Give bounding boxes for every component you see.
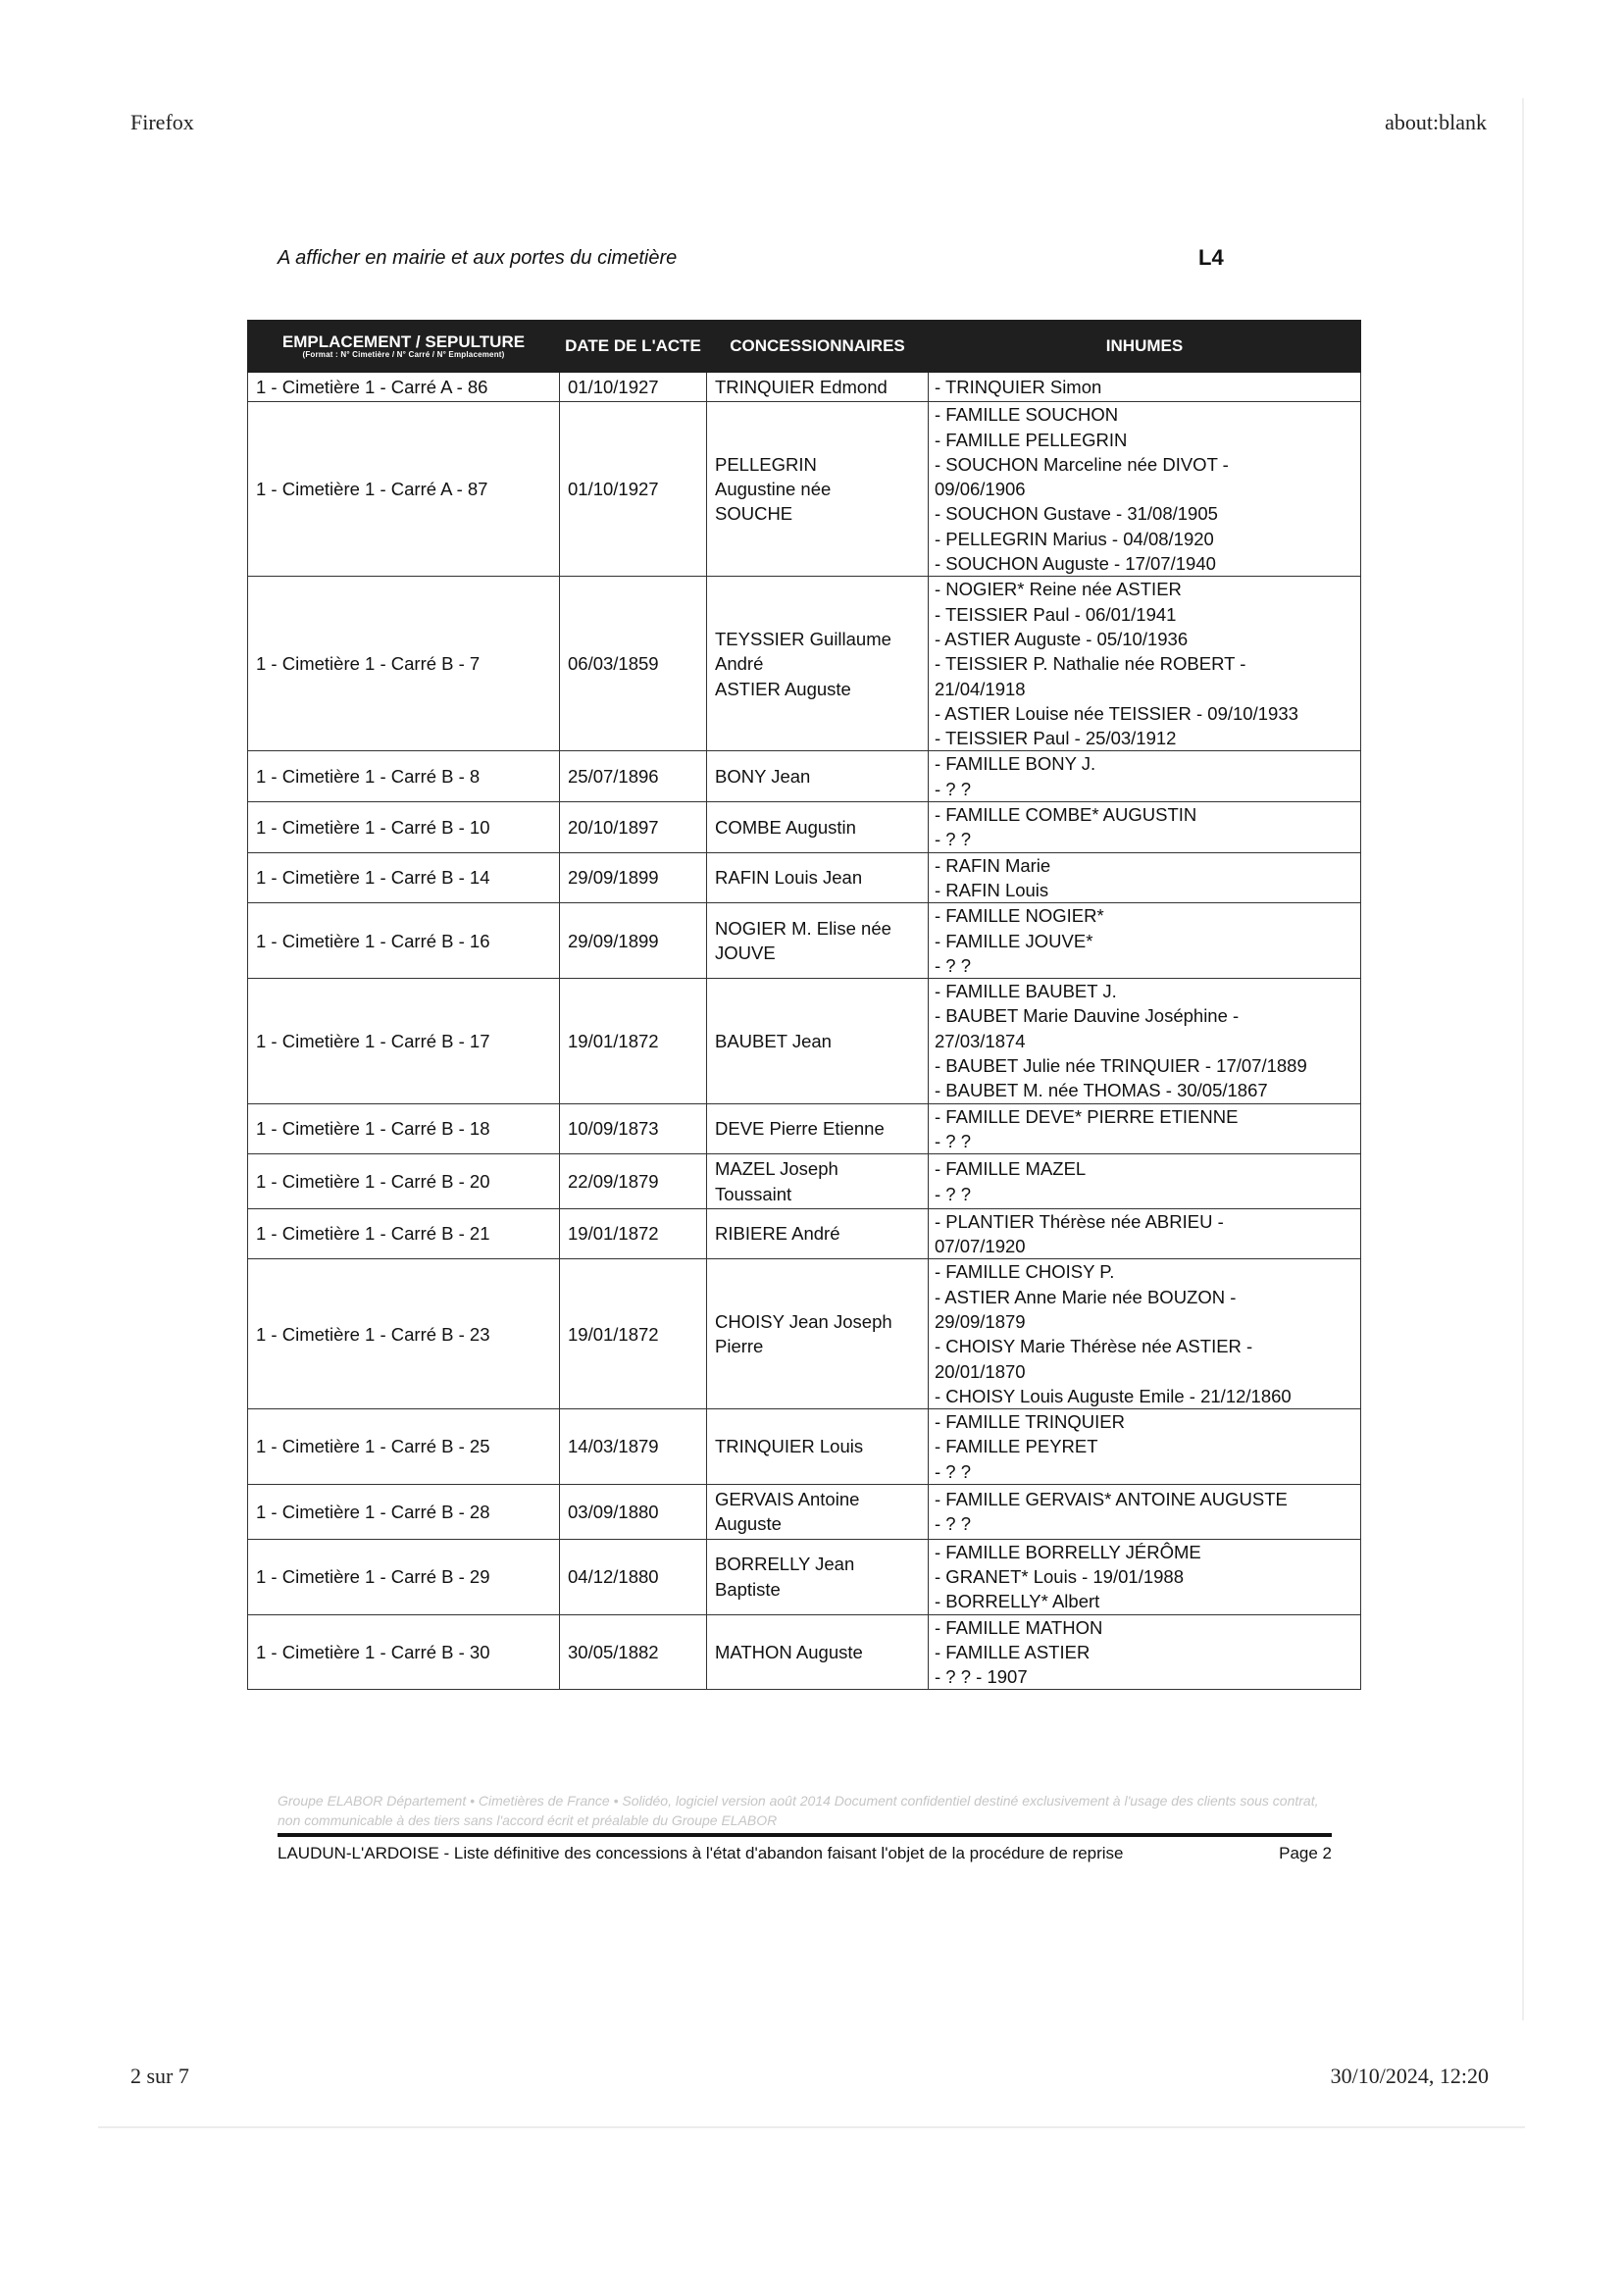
table-header-row: [248, 321, 1361, 373]
buried-line: - TEISSIER Paul - 06/01/1941: [935, 603, 1177, 625]
buried-line: - FAMILLE DEVE* PIERRE ETIENNE: [935, 1105, 1239, 1127]
buried-line: - TRINQUIER Simon: [935, 377, 1102, 397]
table-body: [248, 373, 1361, 1690]
table-row: [248, 852, 1361, 903]
buried-line: - ? ? - 1907: [935, 1666, 1028, 1688]
cell-date: 19/01/1872: [560, 979, 707, 1103]
table-row: [248, 1103, 1361, 1154]
cell-location: 1 - Cimetière 1 - Carré B - 16: [248, 903, 560, 979]
buried-line: - SOUCHON Gustave - 31/08/1905: [935, 503, 1218, 525]
buried-line: - BAUBET M. née THOMAS - 30/05/1867: [935, 1080, 1268, 1101]
holder-line: BAUBET Jean: [715, 1030, 832, 1051]
holder-line: Augustine née: [715, 479, 832, 500]
cell-holders: [707, 751, 929, 802]
browser-app-name: Firefox: [130, 110, 194, 134]
buried-line: - CHOISY Louis Auguste Emile - 21/12/1860: [935, 1385, 1292, 1406]
table-row: [248, 373, 1361, 402]
cell-buried: [929, 1614, 1361, 1690]
footer-title: LAUDUN-L'ARDOISE - Liste définitive des concessions à l'état d'abandon faisant l'objet de la procédure de reprise: [278, 1844, 1124, 1862]
table-row: [248, 1409, 1361, 1485]
cell-date: 29/09/1899: [560, 852, 707, 903]
holder-line: ASTIER Auguste: [715, 678, 851, 699]
holder-line: RIBIERE André: [715, 1223, 840, 1245]
buried-line: - FAMILLE PELLEGRIN: [935, 429, 1128, 450]
buried-line: 20/01/1870: [935, 1360, 1026, 1382]
footer-text: [278, 1844, 1332, 1863]
buried-line: - FAMILLE SOUCHON: [935, 404, 1119, 426]
footer-rule: [278, 1833, 1332, 1837]
buried-line: - FAMILLE COMBE* AUGUSTIN: [935, 804, 1197, 826]
buried-line: - FAMILLE BAUBET J.: [935, 981, 1117, 1002]
cell-buried: [929, 1208, 1361, 1259]
holder-line: TRINQUIER Edmond: [715, 377, 888, 397]
cell-date: 04/12/1880: [560, 1539, 707, 1614]
buried-line: - ? ?: [935, 1130, 972, 1151]
cell-buried: [929, 373, 1361, 402]
buried-line: 07/07/1920: [935, 1236, 1026, 1257]
buried-line: - ASTIER Auguste - 05/10/1936: [935, 628, 1189, 649]
buried-line: - ? ?: [935, 1513, 972, 1535]
cell-holders: [707, 979, 929, 1103]
buried-line: - NOGIER* Reine née ASTIER: [935, 579, 1182, 600]
buried-line: - FAMILLE MATHON: [935, 1616, 1103, 1638]
buried-line: - BAUBET Julie née TRINQUIER - 17/07/1889: [935, 1055, 1307, 1077]
cell-buried: [929, 1154, 1361, 1209]
buried-line: - FAMILLE BORRELLY JÉRÔME: [935, 1541, 1201, 1562]
buried-line: - FAMILLE JOUVE*: [935, 930, 1093, 951]
browser-url: about:blank: [1385, 110, 1487, 134]
buried-line: - PLANTIER Thérèse née ABRIEU -: [935, 1210, 1224, 1232]
buried-line: - FAMILLE TRINQUIER: [935, 1411, 1125, 1433]
cell-buried: [929, 1103, 1361, 1154]
cell-holders: [707, 1208, 929, 1259]
holder-line: GERVAIS Antoine: [715, 1489, 860, 1510]
holder-line: Baptiste: [715, 1578, 781, 1600]
column-header-buried: INHUMES: [929, 321, 1361, 373]
buried-line: - FAMILLE PEYRET: [935, 1436, 1098, 1457]
buried-line: - ASTIER Louise née TEISSIER - 09/10/1933: [935, 702, 1298, 724]
buried-line: - TEISSIER P. Nathalie née ROBERT -: [935, 653, 1246, 675]
holder-line: NOGIER M. Elise née: [715, 917, 891, 939]
holder-line: Pierre: [715, 1336, 764, 1357]
table-row: [248, 1208, 1361, 1259]
cell-location: 1 - Cimetière 1 - Carré B - 29: [248, 1539, 560, 1614]
buried-line: - FAMILLE GERVAIS* ANTOINE AUGUSTE: [935, 1489, 1288, 1510]
buried-line: - FAMILLE CHOISY P.: [935, 1261, 1115, 1283]
buried-line: - ? ?: [935, 778, 972, 799]
buried-line: - ? ?: [935, 829, 972, 850]
buried-line: 09/06/1906: [935, 479, 1026, 500]
cell-holders: [707, 802, 929, 853]
holder-line: MAZEL Joseph: [715, 1158, 838, 1180]
buried-line: - PELLEGRIN Marius - 04/08/1920: [935, 528, 1214, 549]
cell-location: 1 - Cimetière 1 - Carré B - 21: [248, 1208, 560, 1259]
buried-line: 29/09/1879: [935, 1310, 1026, 1332]
holder-line: André: [715, 653, 764, 675]
cell-buried: [929, 802, 1361, 853]
cell-location: 1 - Cimetière 1 - Carré B - 20: [248, 1154, 560, 1209]
table-row: [248, 903, 1361, 979]
column-header-holders: CONCESSIONNAIRES: [707, 321, 929, 373]
buried-line: - TEISSIER Paul - 25/03/1912: [935, 728, 1177, 749]
holder-line: PELLEGRIN: [715, 453, 817, 475]
footer-disclaimer: Groupe ELABOR Département • Cimetières de France • Solidéo, logiciel version août 2014 Document confidentiel destiné exclusivement à l'usage des clients sous contrat, non communicable à des tiers sans l'accord écrit et préalable du Groupe ELABOR: [278, 1793, 1319, 1828]
holder-line: BONY Jean: [715, 766, 811, 788]
cell-date: 03/09/1880: [560, 1485, 707, 1540]
cell-buried: [929, 979, 1361, 1103]
cell-buried: [929, 903, 1361, 979]
cell-location: 1 - Cimetière 1 - Carré B - 8: [248, 751, 560, 802]
cell-holders: [707, 1614, 929, 1690]
cell-location: 1 - Cimetière 1 - Carré B - 7: [248, 577, 560, 751]
column-header-location-label: EMPLACEMENT / SEPULTURE: [281, 331, 526, 351]
cell-holders: [707, 1539, 929, 1614]
cell-date: 01/10/1927: [560, 402, 707, 577]
buried-line: - BAUBET Marie Dauvine Joséphine -: [935, 1005, 1240, 1027]
holder-line: JOUVE: [715, 943, 776, 964]
concessions-table: [247, 320, 1361, 1690]
scan-edge-horizontal: [98, 2126, 1525, 2128]
cell-location: 1 - Cimetière 1 - Carré B - 14: [248, 852, 560, 903]
table-row: [248, 402, 1361, 577]
cell-buried: [929, 1539, 1361, 1614]
cell-location: 1 - Cimetière 1 - Carré B - 30: [248, 1614, 560, 1690]
cell-location: 1 - Cimetière 1 - Carré B - 28: [248, 1485, 560, 1540]
buried-line: - RAFIN Marie: [935, 854, 1051, 876]
cell-date: 22/09/1879: [560, 1154, 707, 1209]
cell-buried: [929, 1259, 1361, 1409]
buried-line: 27/03/1874: [935, 1030, 1026, 1051]
holder-line: BORRELLY Jean: [715, 1554, 855, 1575]
holder-line: SOUCHE: [715, 503, 793, 525]
cell-location: 1 - Cimetière 1 - Carré A - 87: [248, 402, 560, 577]
cell-holders: [707, 903, 929, 979]
buried-line: - BORRELLY* Albert: [935, 1591, 1100, 1612]
holder-line: TRINQUIER Louis: [715, 1436, 864, 1457]
column-header-location-format: (Format : N° Cimetière / N° Carré / N° Emplacement): [302, 349, 505, 359]
cell-buried: [929, 577, 1361, 751]
buried-line: - ? ?: [935, 1183, 972, 1204]
holder-line: COMBE Augustin: [715, 816, 856, 838]
buried-line: - GRANET* Louis - 19/01/1988: [935, 1565, 1184, 1587]
cell-location: 1 - Cimetière 1 - Carré B - 25: [248, 1409, 560, 1485]
holder-line: RAFIN Louis Jean: [715, 867, 863, 889]
cell-holders: [707, 373, 929, 402]
holder-line: DEVE Pierre Etienne: [715, 1118, 885, 1140]
holder-line: Toussaint: [715, 1183, 792, 1204]
cell-date: 25/07/1896: [560, 751, 707, 802]
table-row: [248, 1259, 1361, 1409]
buried-line: - ? ?: [935, 1460, 972, 1482]
cell-date: 10/09/1873: [560, 1103, 707, 1154]
table-row: [248, 1154, 1361, 1209]
table-row: [248, 577, 1361, 751]
buried-line: - ASTIER Anne Marie née BOUZON -: [935, 1286, 1237, 1307]
cell-holders: [707, 1154, 929, 1209]
cell-holders: [707, 852, 929, 903]
buried-line: - FAMILLE NOGIER*: [935, 905, 1104, 927]
cell-buried: [929, 402, 1361, 577]
cell-holders: [707, 402, 929, 577]
table-row: [248, 1539, 1361, 1614]
cell-date: 20/10/1897: [560, 802, 707, 853]
cell-date: 19/01/1872: [560, 1259, 707, 1409]
cell-buried: [929, 1409, 1361, 1485]
holder-line: MATHON Auguste: [715, 1641, 863, 1662]
cell-buried: [929, 852, 1361, 903]
document-code: L4: [1198, 245, 1224, 270]
cell-date: 29/09/1899: [560, 903, 707, 979]
buried-line: - SOUCHON Auguste - 17/07/1940: [935, 553, 1216, 575]
table-row: [248, 979, 1361, 1103]
cell-date: 01/10/1927: [560, 373, 707, 402]
cell-holders: [707, 1103, 929, 1154]
cell-date: 14/03/1879: [560, 1409, 707, 1485]
column-header-date: DATE DE L'ACTE: [560, 321, 707, 373]
cell-location: 1 - Cimetière 1 - Carré B - 17: [248, 979, 560, 1103]
buried-line: - RAFIN Louis: [935, 879, 1049, 900]
buried-line: - SOUCHON Marceline née DIVOT -: [935, 453, 1229, 475]
cell-location: 1 - Cimetière 1 - Carré B - 10: [248, 802, 560, 853]
holder-line: CHOISY Jean Joseph: [715, 1310, 892, 1332]
buried-line: - ? ?: [935, 954, 972, 976]
cell-holders: [707, 577, 929, 751]
cell-date: 19/01/1872: [560, 1208, 707, 1259]
cell-location: 1 - Cimetière 1 - Carré A - 86: [248, 373, 560, 402]
table-row: [248, 802, 1361, 853]
cell-buried: [929, 751, 1361, 802]
buried-line: 21/04/1918: [935, 678, 1026, 699]
holder-line: Auguste: [715, 1513, 782, 1535]
buried-line: - FAMILLE MAZEL: [935, 1158, 1087, 1180]
cell-holders: [707, 1485, 929, 1540]
cell-location: 1 - Cimetière 1 - Carré B - 23: [248, 1259, 560, 1409]
table-row: [248, 751, 1361, 802]
cell-date: 06/03/1859: [560, 577, 707, 751]
footer-page-number: Page 2: [1279, 1844, 1332, 1862]
browser-datetime: 30/10/2024, 12:20: [1330, 2064, 1489, 2088]
document-heading: A afficher en mairie et aux portes du cimetière: [278, 247, 678, 269]
cell-buried: [929, 1485, 1361, 1540]
cell-holders: [707, 1409, 929, 1485]
buried-line: - CHOISY Marie Thérèse née ASTIER -: [935, 1336, 1253, 1357]
holder-line: TEYSSIER Guillaume: [715, 628, 891, 649]
table-row: [248, 1614, 1361, 1690]
browser-page-counter: 2 sur 7: [130, 2064, 189, 2088]
buried-line: - FAMILLE ASTIER: [935, 1641, 1091, 1662]
column-header-location: [248, 321, 560, 373]
cell-holders: [707, 1259, 929, 1409]
scan-edge-vertical: [1522, 98, 1524, 2020]
table-row: [248, 1485, 1361, 1540]
cell-date: 30/05/1882: [560, 1614, 707, 1690]
buried-line: - FAMILLE BONY J.: [935, 753, 1096, 775]
cell-location: 1 - Cimetière 1 - Carré B - 18: [248, 1103, 560, 1154]
